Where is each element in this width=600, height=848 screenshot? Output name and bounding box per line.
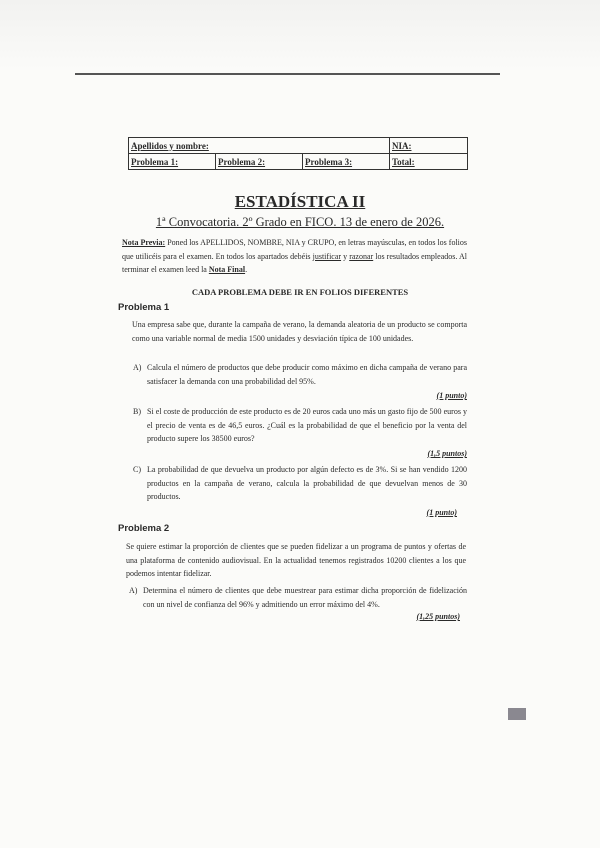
problem2-heading: Problema 2 — [118, 523, 170, 534]
note-final: Nota Final — [208, 265, 246, 274]
exam-title: ESTADÍSTICA II — [234, 192, 366, 211]
problem1-c — [133, 463, 467, 504]
note-text-4: . — [245, 265, 248, 274]
note-label: Nota Previa: — [122, 238, 166, 247]
total-cell — [390, 154, 468, 170]
problem1-a — [133, 361, 467, 388]
nia-cell — [390, 138, 468, 154]
preliminary-note — [122, 236, 467, 277]
problem2-intro: Se quiere estimar la proporción de clientes que se pueden fidelizar a un programa de puntos y ofertas de una plataforma de contenido audiovisual. En la actualidad tenemos registrados 10200 clientes a los que podemos intentar fidelizar. — [126, 542, 466, 578]
problem2-a-text: Determina el número de clientes que debe muestrear para estimar dicha proporción de fidelización con un nivel de confianza del 96% y admitiendo un error máximo del 4%. — [143, 586, 467, 609]
exam-subtitle: 1ª Convocatoria. 2º Grado en FICO. 13 de enero de 2026. — [155, 215, 445, 229]
problem1-heading: Problema 1 — [118, 302, 170, 313]
problem1-c-points: (1 punto) — [426, 508, 457, 517]
problem2-a-label: A) — [129, 586, 138, 595]
p2-cell — [216, 154, 303, 170]
problem1-b — [133, 405, 467, 446]
p3-cell — [303, 154, 390, 170]
name-label: Apellidos y nombre: — [131, 140, 209, 151]
problem1-c-text: La probabilidad de que devuelva un producto por algún defecto es de 3%. Si se han vendido 1200 productos en la campaña de verano, calcula la probabilidad de que devuelvan menos de 30 productos. — [147, 465, 467, 501]
note-justificar: justificar — [312, 251, 342, 261]
instruction-heading: CADA PROBLEMA DEBE IR EN FOLIOS DIFERENTES — [191, 287, 409, 297]
problem1-a-label: A) — [133, 363, 142, 372]
note-text-1: Poned los APELLIDOS, NOMBRE, NIA y CRUPO, en letras mayúsculas, en todos los folios que utilicéis para el examen. En todos los apartados debéis — [122, 238, 468, 261]
p3-label: Problema 3: — [305, 156, 353, 167]
problem1-c-label: C) — [133, 465, 141, 474]
header-table — [128, 137, 468, 170]
problem1-b-text: Si el coste de producción de este producto es de 20 euros cada uno más un gasto fijo de 500 euros y el precio de venta es de 46,5 euros. ¿Cuál es la probabilidad de que el beneficio por la venta del producto supere los 38500 euros? — [147, 407, 467, 443]
total-label: Total: — [392, 156, 415, 167]
problem1-b-label: B) — [133, 407, 141, 416]
p2-label: Problema 2: — [218, 156, 266, 167]
note-text-2: y — [341, 251, 350, 261]
problem1-intro: Una empresa sabe que, durante la campaña de verano, la demanda aleatoria de un producto se comporta como una variable normal de media 1500 unidades y desviación típica de 100 unidades. — [132, 320, 467, 343]
problem1-b-points: (1,5 puntos) — [427, 449, 467, 458]
problem2-a-points: (1,25 puntos) — [416, 612, 460, 621]
note-text-3: los resultados empleados. Al terminar el examen leed la — [122, 251, 467, 274]
note-razonar: razonar — [349, 251, 374, 261]
problem2-a — [129, 584, 467, 611]
name-cell — [129, 138, 390, 154]
p1-label: Problema 1: — [131, 156, 179, 167]
nia-label: NIA: — [392, 140, 412, 151]
p1-cell — [129, 154, 216, 170]
problem1-a-text: Calcula el número de productos que debe producir como máximo en dicha campaña de verano para satisfacer la demanda con una probabilidad del 95%. — [147, 363, 467, 386]
problem1-a-points: (1 punto) — [436, 391, 467, 400]
